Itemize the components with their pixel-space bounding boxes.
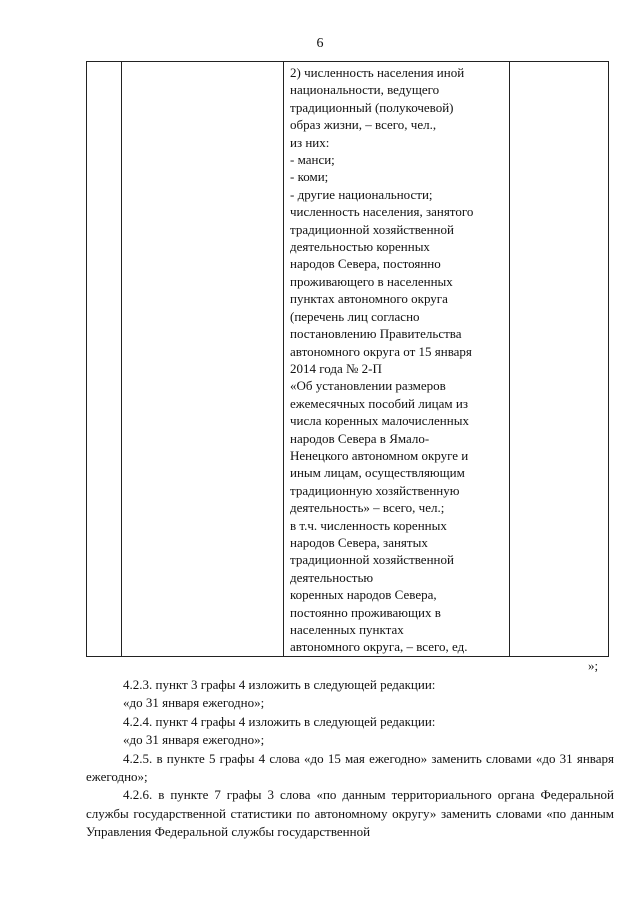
- cell-line: постановлению Правительства: [290, 326, 462, 342]
- cell-line: народов Севера, занятых: [290, 534, 428, 550]
- cell-line: традиционный (полукочевой): [290, 99, 454, 115]
- table-cell-col4: [510, 62, 609, 657]
- cell-line: народов Севера в Ямало-: [290, 430, 430, 446]
- cell-line: традиционной хозяйственной: [290, 221, 454, 237]
- cell-line: образ жизни, – всего, чел.,: [290, 117, 437, 133]
- cell-line: иным лицам, осуществляющим: [290, 465, 465, 481]
- cell-line: - коми;: [290, 169, 329, 185]
- cell-line: автономного округа, – всего, ед.: [290, 639, 468, 655]
- cell-line: деятельностью коренных: [290, 239, 430, 255]
- cell-line: численность населения, занятого: [290, 204, 474, 220]
- table-cell-indicator: [284, 62, 510, 657]
- closing-quote: »;: [588, 658, 599, 673]
- paragraph: «до 31 января ежегодно»;: [123, 732, 265, 748]
- cell-line: ежемесячных пособий лицам из: [290, 395, 468, 411]
- paragraph: «до 31 января ежегодно»;: [123, 695, 265, 711]
- cell-line: проживающего в населенных: [290, 273, 453, 289]
- cell-line: традиционную хозяйственную: [290, 482, 460, 498]
- cell-line: народов Севера, постоянно: [290, 256, 441, 272]
- page-number: 6: [316, 36, 324, 51]
- cell-line: традиционной хозяйственной: [290, 552, 454, 568]
- cell-line: Ненецкого автономном округе и: [290, 447, 469, 463]
- cell-line: коренных народов Севера,: [290, 587, 437, 603]
- document-table: [86, 61, 609, 657]
- cell-line: населенных пунктах: [290, 622, 404, 637]
- paragraph: 4.2.5. в пункте 5 графы 4 слова «до 15 мая ежегодно» заменить словами «до 31 января ежегодно»;: [86, 750, 614, 785]
- cell-line: - манси;: [290, 152, 335, 168]
- table-row: [87, 62, 609, 657]
- paragraph: 4.2.4. пункт 4 графы 4 изложить в следующей редакции:: [123, 713, 436, 729]
- cell-line: «Об установлении размеров: [290, 378, 446, 394]
- cell-line: автономного округа от 15 января: [290, 343, 472, 359]
- cell-line: числа коренных малочисленных: [290, 413, 469, 429]
- cell-line: деятельность» – всего, чел.;: [290, 500, 445, 516]
- cell-line: деятельностью: [290, 569, 374, 585]
- cell-line: национальности, ведущего: [290, 82, 440, 98]
- table-cell-col1: [87, 62, 122, 657]
- cell-line: постоянно проживающих в: [290, 604, 441, 620]
- cell-line: - другие национальности;: [290, 186, 433, 202]
- cell-line: в т.ч. численность коренных: [290, 517, 447, 533]
- table-cell-col2: [122, 62, 284, 657]
- paragraph: 4.2.6. в пункте 7 графы 3 слова «по данным территориального органа Федеральной службы государственной статистики по автономному округу» заменить словами «по данным Управления Федеральной службы государственной: [86, 787, 614, 840]
- cell-line: из них:: [290, 134, 330, 150]
- cell-line: (перечень лиц согласно: [290, 308, 420, 324]
- paragraph: 4.2.3. пункт 3 графы 4 изложить в следующей редакции:: [123, 677, 436, 692]
- cell-line: пунктах автономного округа: [290, 291, 448, 307]
- cell-line: 2014 года № 2-П: [290, 360, 382, 376]
- amendment-text: [86, 676, 614, 842]
- cell-line: 2) численность населения иной: [290, 65, 465, 80]
- indicator-text: [284, 62, 509, 656]
